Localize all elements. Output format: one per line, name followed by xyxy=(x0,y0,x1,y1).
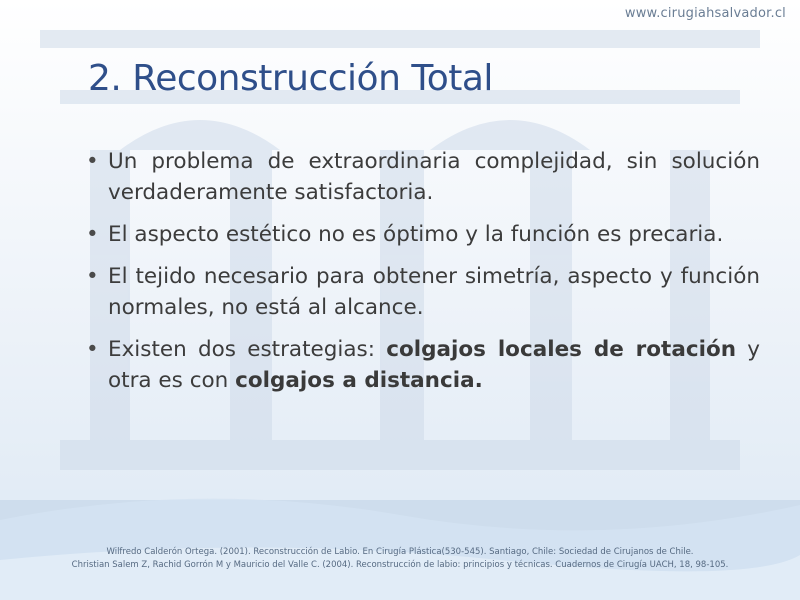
reference-1: Wilfredo Calderón Ortega. (2001). Reconstrucción de Labio. En Cirugía Plástica(530-545). Santiago, Chile: Sociedad de Cirujanos de Chile. xyxy=(106,547,694,557)
bullet-text-middle: y otra es con xyxy=(108,337,760,393)
site-url: www.cirugiahsalvador.cl xyxy=(624,6,786,21)
bullet-bold-distant-flaps: colgajos a distancia. xyxy=(235,368,483,393)
bullet-list xyxy=(84,146,760,407)
slide-title: 2. Reconstrucción Total xyxy=(88,58,493,99)
bullet-item xyxy=(84,219,760,250)
bullet-text: El tejido necesario para obtener simetría, aspecto y función normales, no está al alcance. xyxy=(108,264,760,320)
bullet-item xyxy=(84,146,760,208)
bullet-bold-local-flaps: colgajos locales de rotación xyxy=(386,337,737,362)
bullet-text-prefix: Existen dos estrategias: xyxy=(108,337,387,362)
bullet-text: Un problema de extraordinaria complejidad, sin solución verdaderamente satisfactoria. xyxy=(108,149,760,205)
bullet-item xyxy=(84,334,760,396)
bullet-text: El aspecto estético no es óptimo y la función es precaria. xyxy=(108,222,724,247)
bullet-item xyxy=(84,261,760,323)
reference-2: Christian Salem Z, Rachid Gorrón M y Mauricio del Valle C. (2004). Reconstrucción de labio: principios y técnicas. Cuadernos de Cirugía UACH, 18, 98-105. xyxy=(71,560,729,570)
references xyxy=(50,546,750,572)
